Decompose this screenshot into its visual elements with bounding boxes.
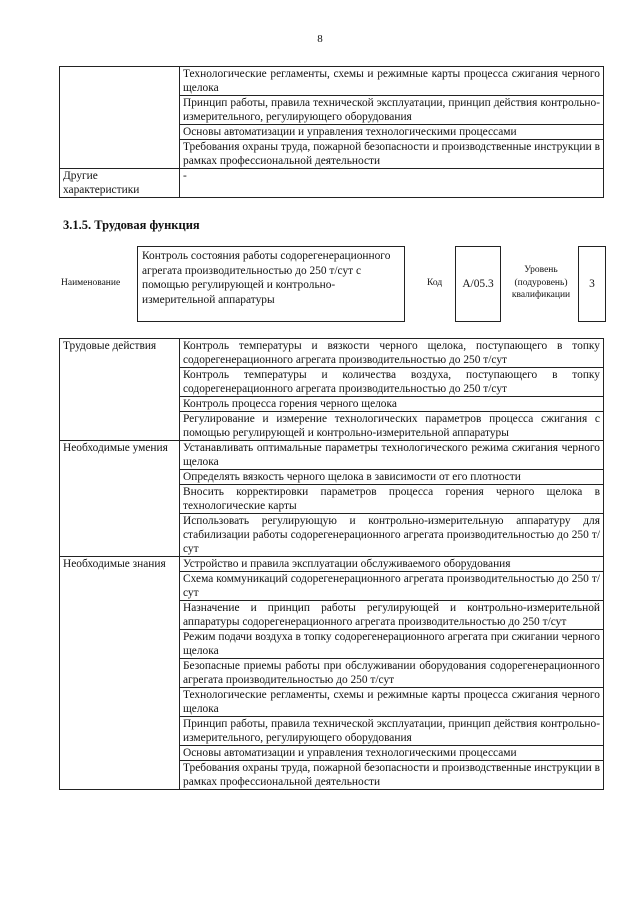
row-item: Режим подачи воздуха в топку содорегенерационного агрегата при сжигании черного щелока <box>180 630 604 659</box>
row-item: Устанавливать оптимальные параметры технологического режима сжигания черного щелока <box>180 441 604 470</box>
function-name-box: Контроль состояния работы содорегенерационного агрегата производительностью до 250 т/сут с помощью регулирующей и контрольно-измерительной аппаратуры <box>137 246 405 322</box>
row-item: - <box>180 169 604 198</box>
table-row <box>60 169 604 198</box>
code-box: А/05.3 <box>455 246 501 322</box>
row-item: Использовать регулирующую и контрольно-измерительную аппаратуру для стабилизации работы содорегенерационного агрегата производительностью до 250 т/сут <box>180 514 604 557</box>
row-item: Принцип работы, правила технической эксплуатации, принцип действия контрольно-измерительного, регулирующего оборудования <box>180 96 604 125</box>
page-number: 8 <box>317 33 323 45</box>
row-item: Технологические регламенты, схемы и режимные карты процесса сжигания черного щелока <box>180 67 604 96</box>
table-row <box>60 67 604 96</box>
row-item: Контроль температуры и вязкости черного щелока, поступающего в топку содорегенерационного агрегата производительностью до 250 т/сут <box>180 339 604 368</box>
row-label: Трудовые действия <box>60 339 180 441</box>
row-item: Контроль температуры и количества воздуха, поступающего в топку содорегенерационного агрегата производительностью до 250 т/сут <box>180 368 604 397</box>
row-item: Принцип работы, правила технической эксплуатации, принцип действия контрольно-измерительного, регулирующего оборудования <box>180 717 604 746</box>
row-label: Другие характеристики <box>60 169 180 198</box>
row-label: Необходимые умения <box>60 441 180 557</box>
function-details-table <box>59 338 604 790</box>
row-item: Назначение и принцип работы регулирующей и контрольно-измерительной аппаратуры содорегенерационного агрегата производительностью до 250 т/сут <box>180 601 604 630</box>
row-item: Безопасные приемы работы при обслуживании оборудования содорегенерационного агрегата производительностью до 250 т/сут <box>180 659 604 688</box>
row-item: Схема коммуникаций содорегенерационного агрегата производительностью до 250 т/сут <box>180 572 604 601</box>
row-item: Вносить корректировки параметров процесса горения черного щелока в технологические карты <box>180 485 604 514</box>
table-row <box>60 339 604 368</box>
row-item: Регулирование и измерение технологических параметров процесса сжигания с помощью регулирующей и контрольно-измерительной аппаратуры <box>180 412 604 441</box>
table-row <box>60 557 604 572</box>
code-label: Код <box>427 278 443 288</box>
section-title: 3.1.5. Трудовая функция <box>63 218 200 232</box>
level-label: Уровень (подуровень) квалификации <box>511 265 571 300</box>
table-row <box>60 441 604 470</box>
name-label: Наименование <box>61 278 121 288</box>
row-item: Контроль процесса горения черного щелока <box>180 397 604 412</box>
row-item: Устройство и правила эксплуатации обслуживаемого оборудования <box>180 557 604 572</box>
row-item: Требования охраны труда, пожарной безопасности и производственные инструкции в рамках профессиональной деятельности <box>180 761 604 790</box>
row-label <box>60 67 180 169</box>
level-box: 3 <box>578 246 606 322</box>
continuation-table <box>59 66 604 198</box>
row-item: Требования охраны труда, пожарной безопасности и производственные инструкции в рамках профессиональной деятельности <box>180 140 604 169</box>
function-header <box>59 246 607 324</box>
row-label: Необходимые знания <box>60 557 180 790</box>
row-item: Основы автоматизации и управления технологическими процессами <box>180 125 604 140</box>
row-item: Технологические регламенты, схемы и режимные карты процесса сжигания черного щелока <box>180 688 604 717</box>
row-item: Основы автоматизации и управления технологическими процессами <box>180 746 604 761</box>
row-item: Определять вязкость черного щелока в зависимости от его плотности <box>180 470 604 485</box>
